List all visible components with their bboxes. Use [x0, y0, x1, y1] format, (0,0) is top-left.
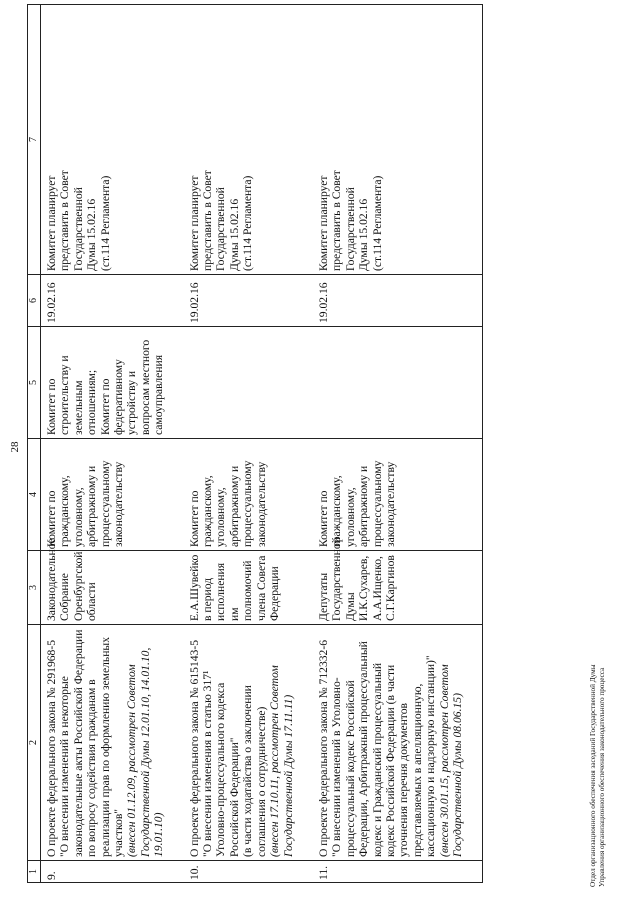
text-line: (внесен 01.12.09, рассмотрен Советом [125, 664, 139, 857]
text-line: О проекте федерального закона № 291968-5 [45, 640, 58, 857]
text-line: кассационную и надзорную инстанции)" [424, 655, 438, 857]
deadline-date: 19.02.16 [184, 275, 313, 327]
text-line: законодательству [112, 461, 126, 547]
text-line: "О внесении изменения в статью 317¹ [201, 670, 215, 857]
text-line: Собрание [58, 573, 72, 621]
text-line: строительству и [58, 355, 72, 435]
initiator [313, 537, 483, 625]
text-line: устройству и [125, 370, 139, 435]
text-line: уголовному, [71, 487, 85, 547]
text-line: (ст.114 Регламента) [370, 175, 384, 271]
text-line: процессуальному [370, 460, 384, 547]
column-number-row [28, 5, 41, 883]
text-line: (внесен 17.10.11, рассмотрен Советом [268, 665, 282, 857]
text-line: законодательству [383, 461, 397, 547]
table-row [313, 5, 483, 883]
text-line: Оренбургской [71, 551, 85, 621]
text-line: О проекте федерального закона № 615143-5 [187, 640, 201, 857]
text-line: гражданскому, [58, 475, 72, 547]
column-header: 2 [28, 625, 41, 861]
text-line: И.К.Сухарев, [357, 555, 371, 621]
text-line: (ст.114 Регламента) [98, 175, 112, 271]
text-line: кодекс Российской Федерации (в части [383, 664, 397, 857]
text-line: Государственной [71, 187, 85, 271]
bills-table [27, 4, 483, 883]
text-line: арбитражному и [85, 465, 99, 547]
text-line: Думы 15.02.16 [357, 198, 371, 271]
text-line: федеративному [112, 359, 126, 435]
text-line: представить в Совет [201, 170, 215, 271]
text-line: Федерации [268, 566, 282, 621]
footer-line: Управления организационного обеспечения законодательного процесса [598, 667, 606, 887]
table-row [41, 5, 184, 883]
column-header: 1 [28, 861, 41, 883]
text-line: Думы [343, 592, 357, 621]
text-line: Комитет по [98, 378, 112, 435]
row-number: 11. [313, 861, 483, 883]
plan-note [41, 5, 184, 275]
text-line: А.А.Ищенко, [370, 556, 384, 621]
co-committee [313, 327, 483, 439]
text-line: (внесен 30.01.15, рассмотрен Советом [437, 664, 451, 857]
text-line: гражданскому, [330, 475, 344, 547]
text-line: Федерации, Арбитражный процессуальный [357, 641, 371, 857]
bill-title [41, 625, 184, 861]
text-line: Думы 15.02.16 [85, 198, 99, 271]
text-line: Е.А.Шувейко [187, 554, 201, 621]
text-line: гражданскому, [201, 475, 215, 547]
text-line: отношениям; [85, 369, 99, 435]
rotated-page [9, 7, 627, 887]
text-line: "О внесении изменений в некоторые [58, 676, 72, 857]
text-line: области [85, 582, 99, 621]
text-line: участков" [112, 808, 126, 857]
text-line: земельным [71, 380, 85, 435]
text-line: процессуальному [241, 460, 255, 547]
initiator [184, 551, 313, 625]
text-line: Комитет планирует [316, 175, 330, 271]
text-line: самоуправления [152, 354, 166, 435]
footer-line: Отдел организационного обеспечения заседаний Государственной Думы [589, 664, 597, 887]
text-line: арбитражному и [227, 465, 241, 547]
text-line: 19.01.10) [152, 812, 166, 857]
row-number: 9. [41, 861, 184, 883]
text-line: реализации прав по оформлению земельных [98, 636, 112, 857]
text-line: (ст.114 Регламента) [241, 175, 255, 271]
text-line: уголовному, [343, 487, 357, 547]
text-line: арбитражному и [357, 465, 371, 547]
text-line: представить в Совет [58, 170, 72, 271]
initiator [41, 538, 184, 625]
text-line: Комитет планирует [45, 175, 58, 271]
text-line: Думы 15.02.16 [227, 198, 241, 271]
bill-title [313, 625, 483, 861]
co-committee [184, 327, 313, 439]
text-line: Государственной [330, 537, 344, 621]
text-line: "О внесении изменений в Уголовно- [330, 677, 344, 857]
column-header: 5 [28, 327, 41, 439]
footer [589, 664, 607, 887]
text-line: Комитет по [45, 490, 58, 547]
text-line: вопросам местного [138, 339, 152, 435]
row-number: 10. [184, 861, 313, 883]
text-line: Законодательное [45, 538, 58, 621]
text-line: Государственной Думы 08.06.15) [450, 693, 464, 857]
responsible-committee [313, 439, 483, 551]
text-line: представить в Совет [330, 170, 344, 271]
text-line: исполнения им [214, 562, 241, 621]
table-body [41, 5, 483, 883]
text-line: представляемых в апелляционную, [410, 683, 424, 857]
text-line: Уголовно-процессуального кодекса [214, 682, 228, 857]
text-line: Комитет по [187, 490, 201, 547]
text-line: процессуальному [98, 460, 112, 547]
responsible-committee [41, 439, 184, 551]
column-header: 4 [28, 439, 41, 551]
text-line: (в части ходатайства о заключении [241, 685, 255, 857]
text-line: Комитет планирует [187, 175, 201, 271]
table-row [184, 5, 313, 883]
plan-note [313, 5, 483, 275]
text-line: Комитет по [316, 490, 330, 547]
bill-title [184, 625, 313, 861]
co-committee [41, 327, 184, 439]
plan-note [184, 5, 313, 275]
text-line: Комитет по [45, 378, 58, 435]
text-line: члена Совета [254, 555, 268, 621]
text-line: законодательству [254, 461, 268, 547]
text-line: уточнения перечня документов [397, 703, 411, 857]
text-line: законодательные акты Российской Федерации [71, 629, 85, 857]
text-line: процессуальный кодекс Российской [343, 680, 357, 857]
column-header: 6 [28, 275, 41, 327]
page-number: 28 [9, 441, 21, 453]
responsible-committee [184, 439, 313, 551]
column-header: 3 [28, 551, 41, 625]
text-line: полномочий [241, 560, 255, 621]
text-line: О проекте федерального закона № 712332-6 [316, 640, 330, 857]
deadline-date: 19.02.16 [41, 275, 184, 327]
text-line: Государственной [214, 187, 228, 271]
text-line: кодекс и Гражданский процессуальный [370, 662, 384, 857]
text-line: уголовному, [214, 487, 228, 547]
text-line: по вопросу содействия гражданам в [85, 679, 99, 857]
text-line: С.Г.Каргинов [383, 555, 397, 621]
text-line: Депутаты [316, 572, 330, 621]
text-line: Государственной [343, 187, 357, 271]
text-line: Государственной Думы 12.01.10, 14.01.10, [138, 647, 152, 857]
text-line: Государственной Думы 17.11.11) [281, 694, 295, 857]
text-line: Российской Федерации" [227, 737, 241, 857]
column-header: 7 [28, 5, 41, 275]
text-line: в период [201, 577, 215, 621]
deadline-date: 19.02.16 [313, 275, 483, 327]
text-line: соглашения о сотрудничестве) [254, 706, 268, 857]
